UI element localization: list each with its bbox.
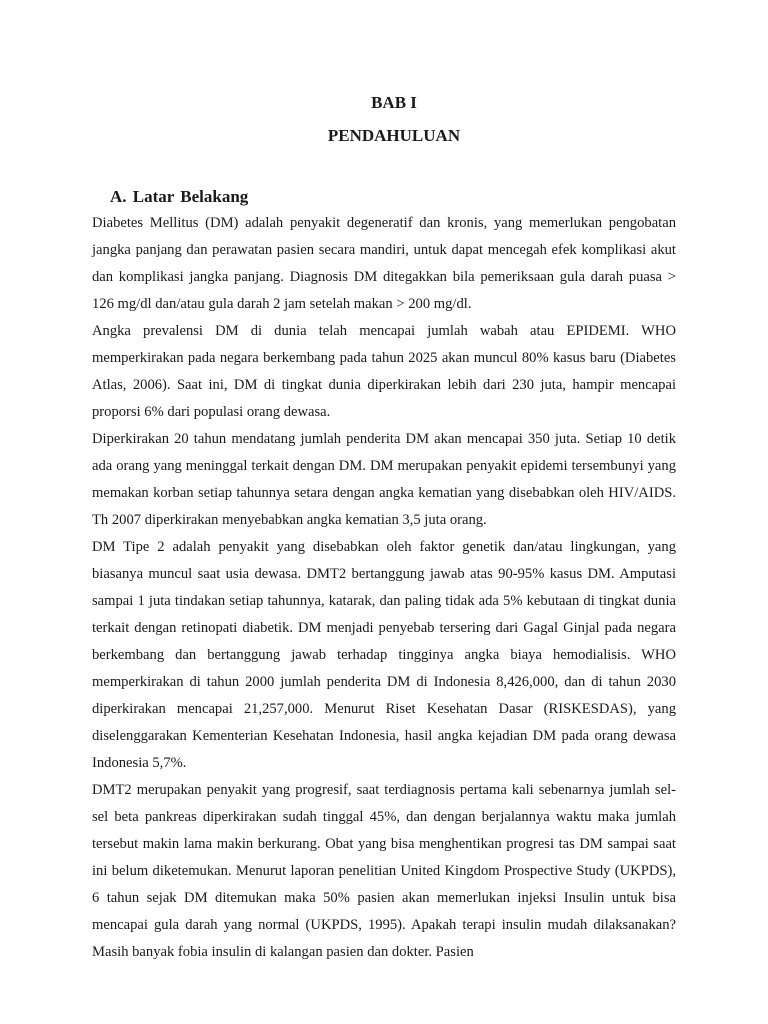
chapter-title: PENDAHULUAN: [327, 126, 461, 145]
paragraph-4: DM Tipe 2 adalah penyakit yang disebabkan oleh faktor genetik dan/atau lingkungan, yang biasanya muncul saat usia dewasa. DMT2 bertanggung jawab atas 90-95% kasus DM. Amputasi sampai 1 juta tindakan setiap tahunnya, katarak, dan paling tidak ada 5% kebutaan di tingkat dunia terkait dengan retinopati diabetik. DM menjadi penyebab tersering dari Gagal Ginjal pada negara berkembang dan bertanggung jawab terhadap tingginya angka biaya hemodialisis. WHO memperkirakan di tahun 2000 jumlah penderita DM di Indonesia 8,426,000, dan di tahun 2030 diperkirakan mencapai 21,257,000. Menurut Riset Kesehatan Dasar (RISKESDAS), yang diselenggarakan Kementerian Kesehatan Indonesia, hasil angka kejadian DM pada orang dewasa Indonesia 5,7%.: [92, 539, 676, 771]
paragraph-1: Diabetes Mellitus (DM) adalah penyakit degeneratif dan kronis, yang memerlukan pengobatan jangka panjang dan perawatan pasien secara mandiri, untuk dapat mencegah efek komplikasi akut dan komplikasi jangka panjang. Diagnosis DM ditegakkan bila pemeriksaan gula darah puasa > 126 mg/dl dan/atau gula darah 2 jam setelah makan > 200 mg/dl.: [92, 215, 676, 312]
paragraph-5: DMT2 merupakan penyakit yang progresif, saat terdiagnosis pertama kali sebenarnya jumlah sel-sel beta pankreas diperkirakan sudah tinggal 45%, dan dengan berjalannya waktu maka jumlah tersebut makin lama makin berkurang. Obat yang bisa menghentikan progresi tas DM sampai saat ini belum diketemukan. Menurut laporan penelitian United Kingdom Prospective Study (UKPDS), 6 tahun sejak DM ditemukan maka 50% pasien akan memerlukan injeksi Insulin untuk bisa mencapai gula darah yang normal (UKPDS, 1995). Apakah terapi insulin mudah dilaksanakan? Masih banyak fobia insulin di kalangan pasien dan dokter. Pasien: [92, 782, 676, 960]
paragraph-2: Angka prevalensi DM di dunia telah mencapai jumlah wabah atau EPIDEMI. WHO memperkirakan pada negara berkembang pada tahun 2025 akan muncul 80% kasus baru (Diabetes Atlas, 2006). Saat ini, DM di tingkat dunia diperkirakan lebih dari 230 juta, hampir mencapai proporsi 6% dari populasi orang dewasa.: [92, 323, 676, 420]
chapter-number: BAB I: [371, 93, 417, 112]
body-text: [92, 210, 676, 966]
paragraph-3: Diperkirakan 20 tahun mendatang jumlah penderita DM akan mencapai 350 juta. Setiap 10 detik ada orang yang meninggal terkait dengan DM. DM merupakan penyakit epidemi tersembunyi yang memakan korban setiap tahunnya setara dengan angka kematian yang disebabkan oleh HIV/AIDS. Th 2007 diperkirakan menyebabkan angka kematian 3,5 juta orang.: [92, 431, 676, 528]
section-heading: A. Latar Belakang: [110, 187, 249, 206]
